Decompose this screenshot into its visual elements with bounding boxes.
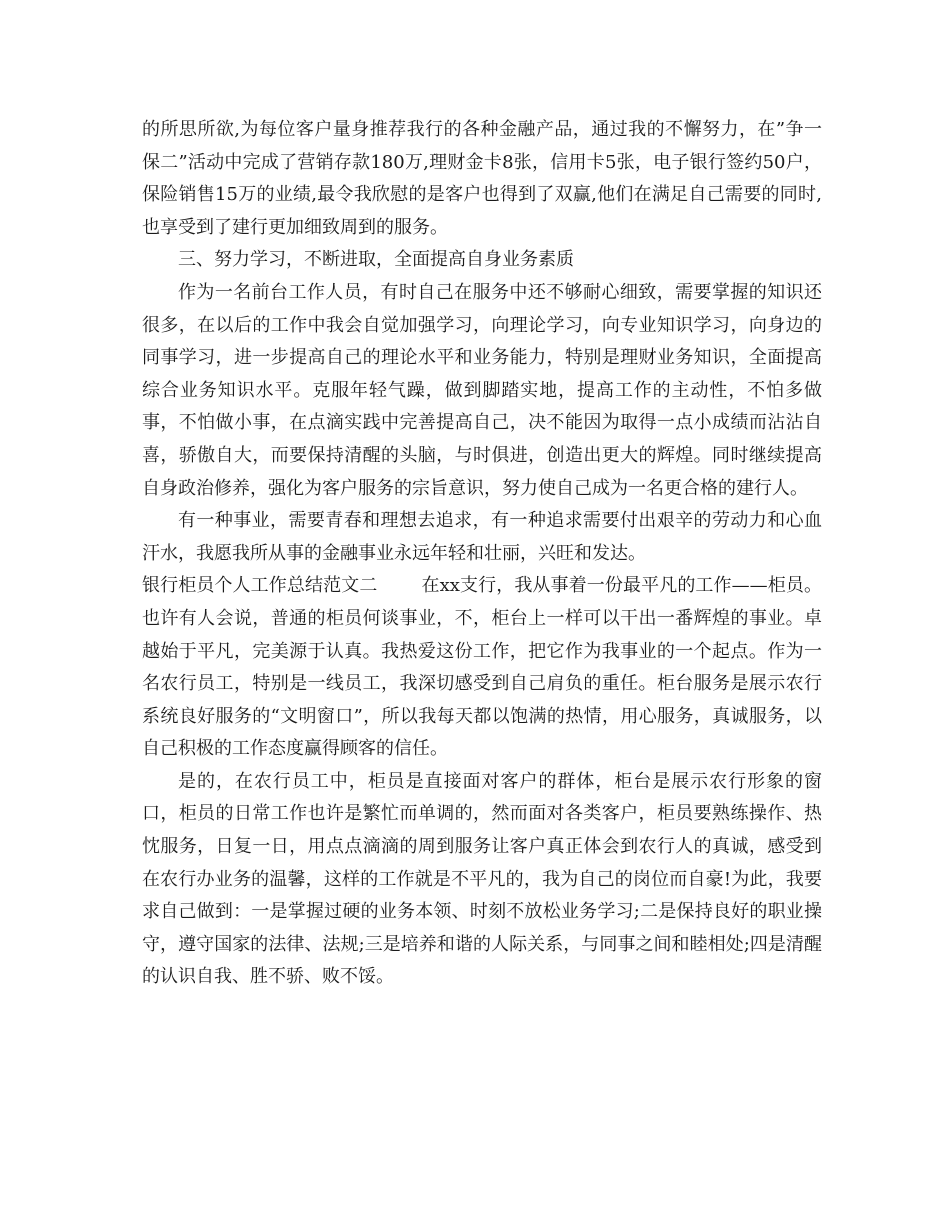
paragraph-example-two: [142, 570, 822, 766]
document-page: [142, 114, 822, 994]
paragraph-teller-role: 是的，在农行员工中，柜员是直接面对客户的群体，柜台是展示农行形象的窗口，柜员的日常工作也许是繁忙而单调的，然而面对各类客户，柜员要熟练操作、热忱服务，日复一日，用点点滴滴的周到服务让客户真正体会到农行人的真诚，感受到在农行办业务的温馨，这样的工作就是不平凡的，我为自己的岗位而自豪!为此，我要求自己做到：一是掌握过硬的业务本领、时刻不放松业务学习;二是保持良好的职业操守，遵守国家的法律、法规;三是培养和谐的人际关系，与同事之间和睦相处;四是清醒的认识自我、胜不骄、败不馁。: [142, 770, 822, 988]
example-title: 银行柜员个人工作总结范文二: [142, 575, 378, 597]
example-body: 在xx支行，我从事着一份最平凡的工作——柜员。也许有人会说，普通的柜员何谈事业，不，柜台上一样可以干出一番辉煌的事业。卓越始于平凡，完美源于认真。我热爱这份工作，把它作为我事业的一个起点。作为一名农行员工，特别是一线员工，我深切感受到自己肩负的重任。柜台服务是展示农行系统良好服务的“文明窗口”，所以我每天都以饱满的热情，用心服务，真诚服务，以自己积极的工作态度赢得顾客的信任。: [142, 575, 822, 760]
section-heading: 三、努力学习，不断进取，全面提高自身业务素质: [178, 249, 574, 271]
paragraph-career: 有一种事业，需要青春和理想去追求，有一种追求需要付出艰辛的劳动力和心血汗水，我愿我所从事的金融事业永远年轻和壮丽，兴旺和发达。: [142, 510, 822, 564]
paragraph-study: 作为一名前台工作人员，有时自己在服务中还不够耐心细致，需要掌握的知识还很多，在以后的工作中我会自觉加强学习，向理论学习，向专业知识学习，向身边的同事学习，进一步提高自己的理论水平和业务能力，特别是理财业务知识，全面提高综合业务知识水平。克服年轻气躁，做到脚踏实地，提高工作的主动性，不怕多做事，不怕做小事，在点滴实践中完善提高自己，决不能因为取得一点小成绩而沾沾自喜，骄傲自大，而要保持清醒的头脑，与时俱进，创造出更大的辉煌。同时继续提高自身政治修养，强化为客户服务的宗旨意识，努力使自己成为一名更合格的建行人。: [142, 281, 822, 499]
paragraph-continuation: 的所思所欲,为每位客户量身推荐我行的各种金融产品，通过我的不懈努力，在”争一保二”活动中完成了营销存款180万,理财金卡8张，信用卡5张，电子银行签约50户，保险销售15万的业绩,最令我欣慰的是客户也得到了双赢,他们在满足自己需要的同时,也享受到了建行更加细致周到的服务。: [142, 119, 822, 238]
